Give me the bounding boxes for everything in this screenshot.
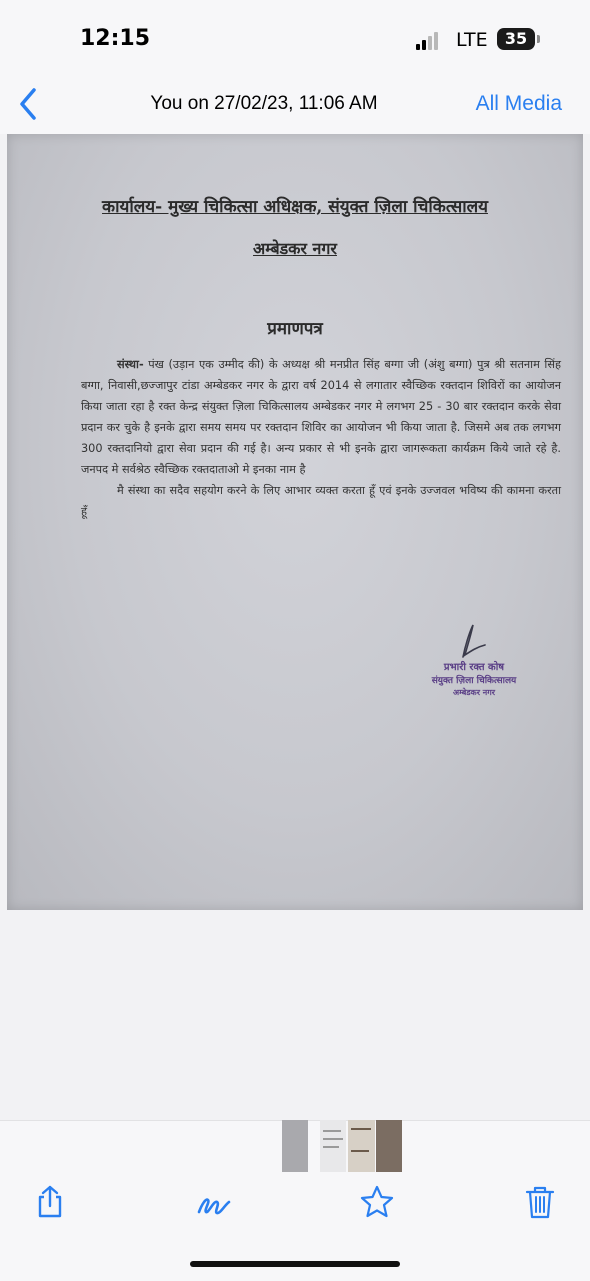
share-icon [32, 1184, 68, 1220]
document-paragraph-2: मै संस्था का सदैव सहयोग करने के लिए आभार व्यक्त करता हूँ एवं इनके उज्जवल भविष्य की कामना करता हूँ [81, 484, 561, 518]
nav-title: You on 27/02/23, 11:06 AM [150, 93, 378, 114]
all-media-button[interactable]: All Media [475, 92, 562, 115]
share-button[interactable] [32, 1184, 68, 1220]
delete-button[interactable] [522, 1184, 558, 1220]
document-subheading: अम्बेडकर नगर [253, 239, 337, 258]
official-stamp [409, 661, 539, 699]
trash-icon [522, 1184, 558, 1220]
status-time: 12:15 [80, 26, 151, 51]
star-icon [359, 1184, 395, 1220]
document-paragraph-1 [81, 354, 561, 480]
document-body [81, 354, 561, 522]
document-heading: कार्यालय- मुख्य चिकित्सा अधिक्षक, संयुक्त ज़िला चिकित्सालय [102, 197, 488, 217]
org-label: संस्था- [117, 358, 144, 371]
thumbnail-current[interactable] [282, 1120, 308, 1172]
battery-tip [537, 35, 540, 43]
battery-icon: 35 [497, 28, 535, 50]
markup-icon [196, 1184, 232, 1220]
document-photo[interactable] [7, 134, 583, 910]
paragraph-1-text: पंख (उड़ान एक उम्मीद की) के अध्यक्ष श्री मनप्रीत सिंह बग्गा जी (अंशु बग्गा) पुत्र श्री सतनाम सिंह बग्गा, निवासी,छज्जापुर टांडा अम्बेडकर नगर के द्वारा वर्ष 2014 से लगातार स्वैच्छिक रक्तदान शिविरों का आयोजन किया जाता रहा है रक्त केन्द्र संयुक्त ज़िला चिकित्सालय अम्बेडकर नगर मे लगभग 25 - 30 बार रक्तदान करके सेवा प्रदान कर चुके है इनके द्वारा समय समय पर रक्तदान शिविर का आयोजन भी किया जाता है. जिसमे अब तक लगभग 300 रक्तदानियो द्वारा सेवा प्रदान की गई है। अन्य प्रकार से भी इनके द्वारा जागरूकता कार्यक्रम किये जाते रहे है. जनपद मे सर्वश्रेठ स्वैच्छिक रक्तदाताओ मे इनका नाम है [81, 358, 561, 476]
stamp-line-1: प्रभारी रक्त कोष [443, 662, 505, 673]
signature-icon [451, 621, 491, 661]
home-indicator[interactable] [190, 1261, 400, 1267]
document-title: प्रमाणपत्र [267, 319, 323, 339]
stamp-line-2: संयुक्त ज़िला चिकित्सालय [431, 676, 517, 686]
stamp-line-3: अम्बेडकर नगर [453, 688, 495, 697]
favorite-button[interactable] [359, 1184, 395, 1220]
network-label: LTE [456, 29, 488, 51]
markup-button[interactable] [196, 1184, 232, 1220]
thumbnail-item[interactable] [376, 1120, 402, 1172]
thumbnail-item[interactable] [348, 1120, 375, 1172]
thumbnail-item[interactable] [320, 1120, 346, 1172]
